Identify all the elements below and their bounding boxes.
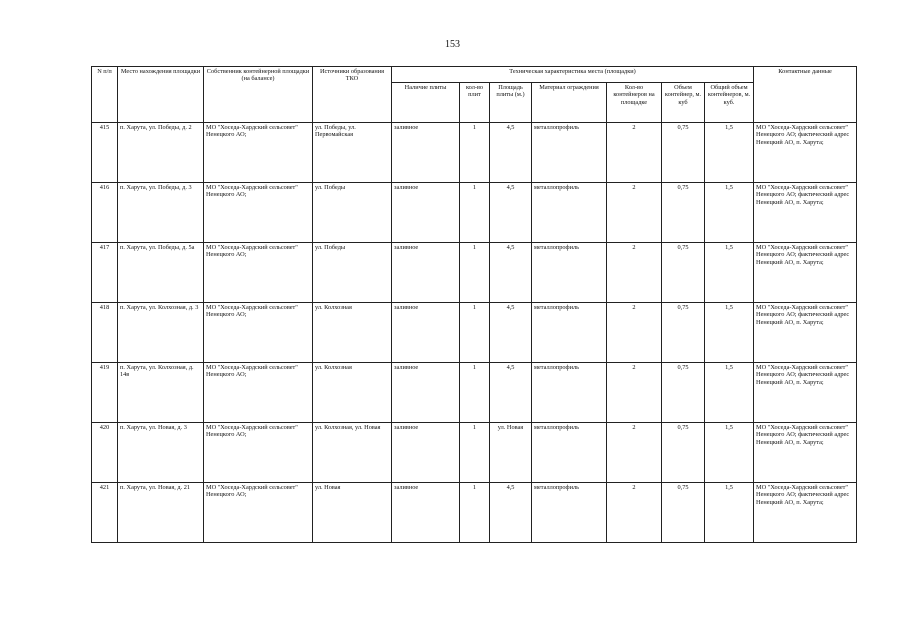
header-contacts: Контактные данные: [754, 67, 857, 123]
cell-container-count: 2: [607, 243, 662, 303]
cell-contacts: МО "Хоседа-Хардский сельсовет" Ненецкого АО; фактический адрес Ненецкий АО, п. Харута;: [754, 243, 857, 303]
header-sources: Источники образования ТКО: [313, 67, 392, 123]
cell-slab-count: 1: [460, 483, 490, 543]
cell-owner: МО "Хоседа-Хардский сельсовет" Ненецкого АО;: [204, 183, 313, 243]
table-body: [92, 123, 857, 543]
cell-contacts: МО "Хоседа-Хардский сельсовет" Ненецкого АО; фактический адрес Ненецкий АО, п. Харута;: [754, 303, 857, 363]
cell-contacts: МО "Хоседа-Хардский сельсовет" Ненецкого АО; фактический адрес Ненецкий АО, п. Харута;: [754, 363, 857, 423]
header-num: N п/п: [92, 67, 118, 123]
cell-owner: МО "Хоседа-Хардский сельсовет" Ненецкого АО;: [204, 483, 313, 543]
cell-owner: МО "Хоседа-Хардский сельсовет" Ненецкого АО;: [204, 423, 313, 483]
cell-container-volume: 0,75: [662, 183, 705, 243]
cell-fence: металлопрофиль: [532, 363, 607, 423]
cell-slab-area: 4,5: [490, 183, 532, 243]
table-row: [92, 183, 857, 243]
cell-fence: металлопрофиль: [532, 183, 607, 243]
cell-location: п. Харута, ул. Победы, д. 5а: [118, 243, 204, 303]
cell-slab-count: 1: [460, 303, 490, 363]
cell-container-volume: 0,75: [662, 363, 705, 423]
cell-fence: металлопрофиль: [532, 303, 607, 363]
cell-slab: заливное: [392, 183, 460, 243]
table-row: [92, 363, 857, 423]
cell-slab-count: 1: [460, 363, 490, 423]
cell-total-volume: 1,5: [705, 303, 754, 363]
cell-total-volume: 1,5: [705, 123, 754, 183]
cell-slab: заливное: [392, 483, 460, 543]
cell-slab-area: 4,5: [490, 243, 532, 303]
cell-sources: ул. Победы: [313, 243, 392, 303]
table-row: [92, 423, 857, 483]
cell-num: 419: [92, 363, 118, 423]
cell-sources: ул. Колхозная: [313, 303, 392, 363]
cell-contacts: МО "Хоседа-Хардский сельсовет" Ненецкого АО; фактический адрес Ненецкий АО, п. Харута;: [754, 123, 857, 183]
header-container-count: Кол-во контейнеров на площадке: [607, 83, 662, 123]
header-tech-group: Техническая характеристика места (площадки): [392, 67, 754, 83]
header-total-volume: Общий объем контейнеров, м. куб.: [705, 83, 754, 123]
cell-container-count: 2: [607, 303, 662, 363]
header-owner: Собственник контейнерной площадки (на балансе): [204, 67, 313, 123]
table-row: [92, 303, 857, 363]
cell-owner: МО "Хоседа-Хардский сельсовет" Ненецкого АО;: [204, 123, 313, 183]
cell-contacts: МО "Хоседа-Хардский сельсовет" Ненецкого АО; фактический адрес Ненецкий АО, п. Харута;: [754, 423, 857, 483]
cell-num: 420: [92, 423, 118, 483]
registry-table: [91, 66, 857, 543]
page-number: 153: [445, 39, 460, 50]
cell-slab-count: 1: [460, 423, 490, 483]
cell-sources: ул. Колхозная: [313, 363, 392, 423]
cell-fence: металлопрофиль: [532, 243, 607, 303]
header-slab-area: Площадь плиты (м.): [490, 83, 532, 123]
cell-contacts: МО "Хоседа-Хардский сельсовет" Ненецкого АО; фактический адрес Ненецкий АО, п. Харута;: [754, 183, 857, 243]
cell-slab-area: 4,5: [490, 303, 532, 363]
cell-fence: металлопрофиль: [532, 123, 607, 183]
cell-slab: заливное: [392, 423, 460, 483]
cell-total-volume: 1,5: [705, 183, 754, 243]
cell-owner: МО "Хоседа-Хардский сельсовет" Ненецкого АО;: [204, 363, 313, 423]
cell-owner: МО "Хоседа-Хардский сельсовет" Ненецкого АО;: [204, 303, 313, 363]
header-slab-count: кол-во плит: [460, 83, 490, 123]
cell-slab: заливное: [392, 363, 460, 423]
cell-contacts: МО "Хоседа-Хардский сельсовет" Ненецкого АО; фактический адрес Ненецкий АО, п. Харута;: [754, 483, 857, 543]
header-location: Место нахождения площадки: [118, 67, 204, 123]
cell-slab-count: 1: [460, 123, 490, 183]
cell-num: 417: [92, 243, 118, 303]
cell-container-count: 2: [607, 483, 662, 543]
cell-slab: заливное: [392, 303, 460, 363]
cell-total-volume: 1,5: [705, 363, 754, 423]
cell-sources: ул. Победы: [313, 183, 392, 243]
cell-sources: ул. Победы, ул. Первомайская: [313, 123, 392, 183]
cell-num: 418: [92, 303, 118, 363]
cell-container-volume: 0,75: [662, 243, 705, 303]
header-fence: Материал ограждения: [532, 83, 607, 123]
cell-slab-area: 4,5: [490, 363, 532, 423]
cell-num: 416: [92, 183, 118, 243]
cell-location: п. Харута, ул. Победы, д. 2: [118, 123, 204, 183]
cell-num: 421: [92, 483, 118, 543]
cell-fence: металлопрофиль: [532, 423, 607, 483]
cell-container-volume: 0,75: [662, 123, 705, 183]
cell-sources: ул. Новая: [313, 483, 392, 543]
cell-location: п. Харута, ул. Победы, д. 3: [118, 183, 204, 243]
cell-fence: металлопрофиль: [532, 483, 607, 543]
cell-location: п. Харута, ул. Новая, д. 3: [118, 423, 204, 483]
cell-sources: ул. Колхозная, ул. Новая: [313, 423, 392, 483]
cell-total-volume: 1,5: [705, 483, 754, 543]
cell-location: п. Харута, ул. Колхозная, д. 3: [118, 303, 204, 363]
header-container-volume: Объем контейнер, м. куб: [662, 83, 705, 123]
cell-num: 415: [92, 123, 118, 183]
cell-container-count: 2: [607, 363, 662, 423]
cell-container-volume: 0,75: [662, 423, 705, 483]
cell-container-volume: 0,75: [662, 483, 705, 543]
cell-total-volume: 1,5: [705, 423, 754, 483]
cell-slab-area: 4,5: [490, 483, 532, 543]
cell-total-volume: 1,5: [705, 243, 754, 303]
cell-slab-count: 1: [460, 183, 490, 243]
table-row: [92, 483, 857, 543]
cell-slab-area: 4,5: [490, 123, 532, 183]
cell-container-count: 2: [607, 123, 662, 183]
table-header: [92, 67, 857, 123]
cell-owner: МО "Хоседа-Хардский сельсовет" Ненецкого АО;: [204, 243, 313, 303]
table-row: [92, 123, 857, 183]
cell-container-count: 2: [607, 183, 662, 243]
table-row: [92, 243, 857, 303]
cell-container-count: 2: [607, 423, 662, 483]
cell-slab: заливное: [392, 123, 460, 183]
header-slab: Наличие плиты: [392, 83, 460, 123]
cell-slab-area: ул. Новая: [490, 423, 532, 483]
cell-location: п. Харута, ул. Колхозная, д. 14в: [118, 363, 204, 423]
cell-slab-count: 1: [460, 243, 490, 303]
cell-location: п. Харута, ул. Новая, д. 21: [118, 483, 204, 543]
cell-slab: заливное: [392, 243, 460, 303]
cell-container-volume: 0,75: [662, 303, 705, 363]
